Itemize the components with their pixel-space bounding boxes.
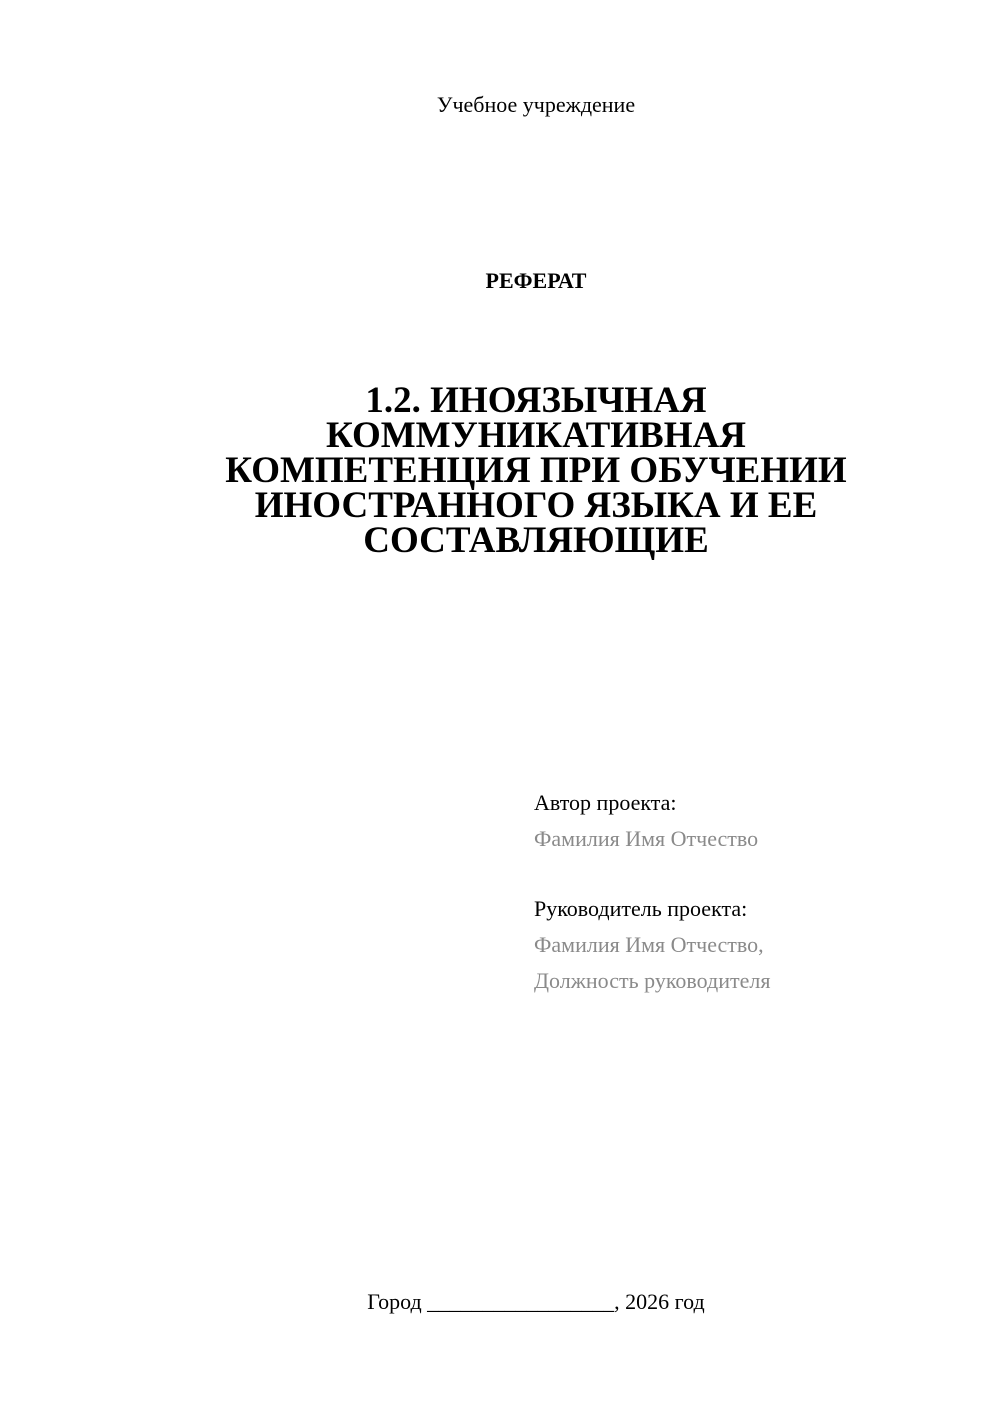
document-title — [180, 380, 892, 561]
author-block — [534, 785, 758, 857]
title-line: КОММУНИКАТИВНАЯ — [326, 415, 746, 456]
title-line: ИНОСТРАННОГО ЯЗЫКА И ЕЕ — [254, 485, 818, 526]
supervisor-label: Руководитель проекта: — [534, 896, 748, 921]
document-type: РЕФЕРАТ — [485, 268, 587, 293]
title-line: СОСТАВЛЯЮЩИЕ — [363, 520, 709, 561]
author-label: Автор проекта: — [534, 790, 677, 815]
title-line: 1.2. ИНОЯЗЫЧНАЯ — [365, 380, 707, 421]
supervisor-name: Фамилия Имя Отчество, — [534, 932, 764, 957]
title-line: КОМПЕТЕНЦИЯ ПРИ ОБУЧЕНИИ — [225, 450, 847, 491]
author-name: Фамилия Имя Отчество — [534, 826, 759, 851]
institution-name: Учебное учреждение — [436, 92, 636, 117]
supervisor-position: Должность руководителя — [534, 968, 771, 993]
city-year-line: Город _________________, 2026 год — [367, 1289, 705, 1314]
supervisor-block — [534, 891, 770, 999]
